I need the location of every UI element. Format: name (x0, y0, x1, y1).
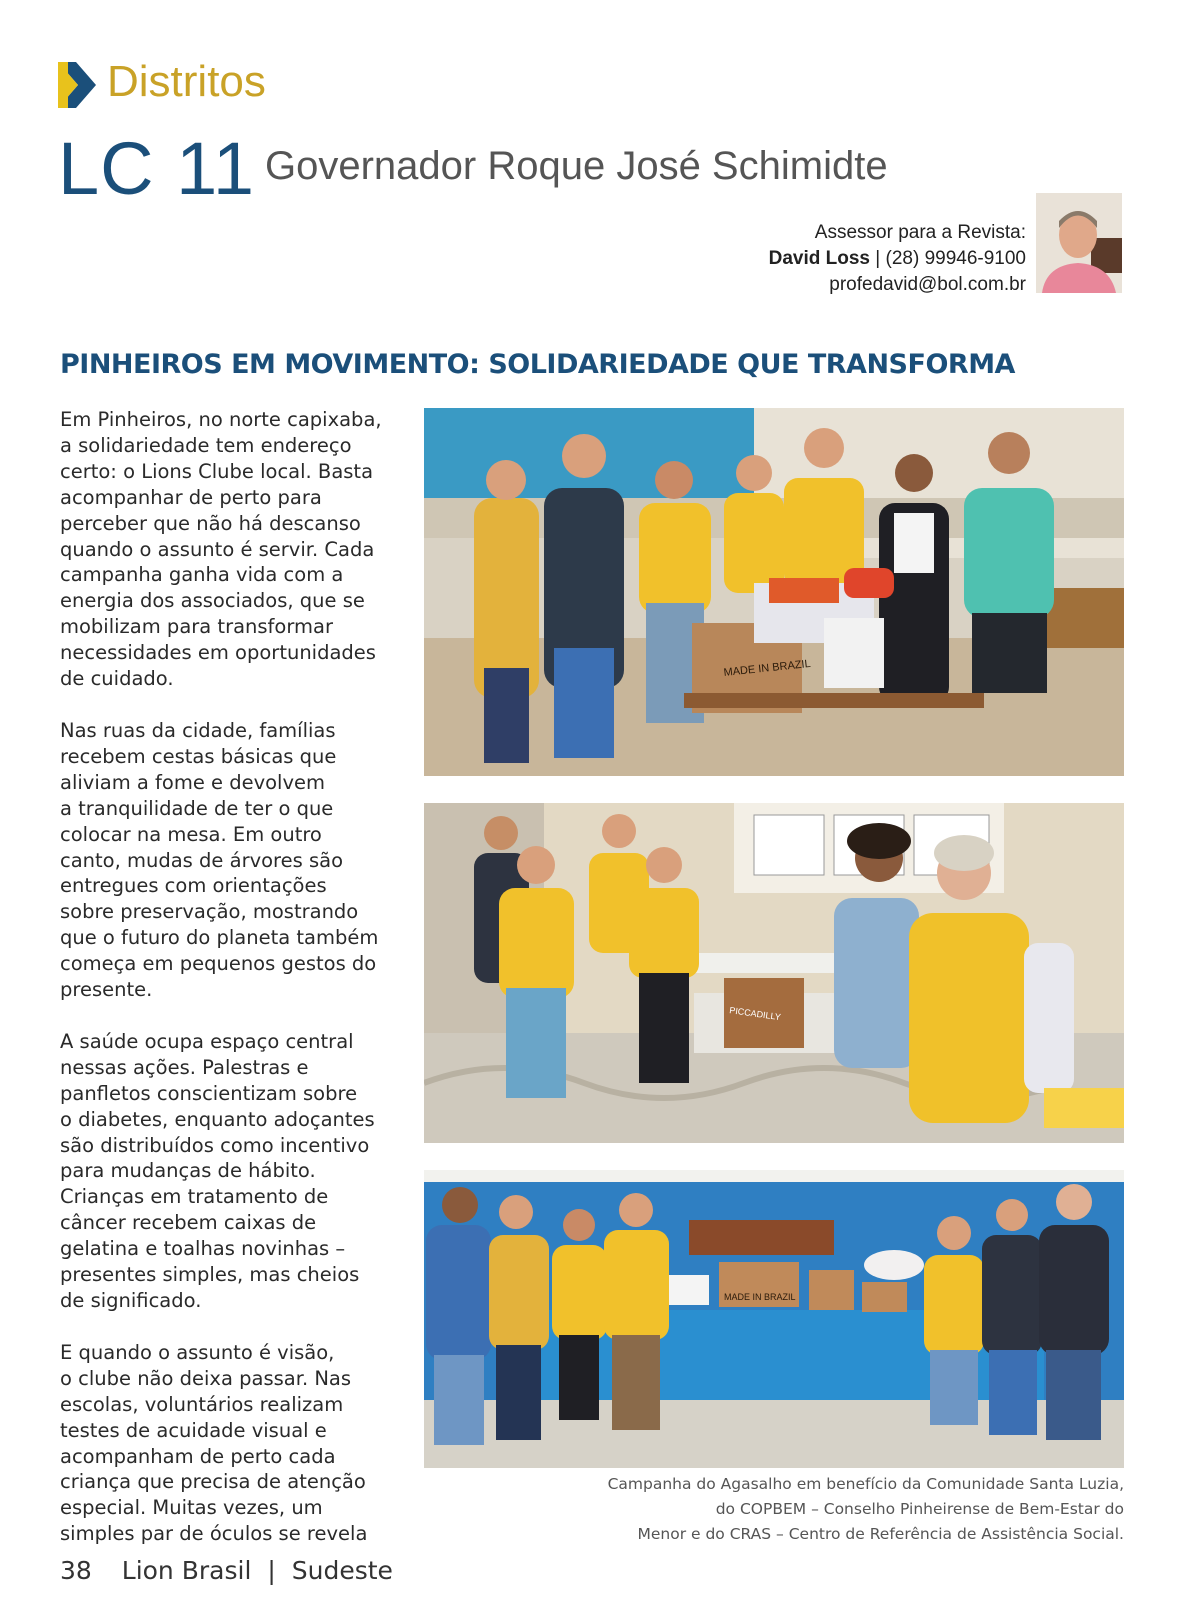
box-label: PICCADILLY (728, 1005, 782, 1023)
governor-name: Governador Roque José Schimidte (265, 144, 888, 188)
district-code: LC 11 (58, 127, 255, 210)
publication-name: Lion Brasil (121, 1556, 252, 1585)
footer-separator: | (267, 1556, 276, 1585)
box-label: MADE IN BRAZIL (723, 657, 812, 679)
assessor-block (769, 220, 1026, 298)
section-chevron-icon (58, 62, 98, 108)
article-paragraph: Nas ruas da cidade, famílias recebem cestas básicas que aliviam a fome e devolvem a tranquilidade de ter o que colocar na mesa. Em outro canto, mudas de árvores são entregues com orientações sobre preservação, mostrando que o futuro do planeta também começa em pequenos gestos do presente. (60, 718, 379, 1002)
article-paragraph: Em Pinheiros, no norte capixaba, a solidariedade tem endereço certo: o Lions Clube local. Basta acompanhar de perto para perceber que não há descanso quando o assunto é servir. Cada campanha ganha vida com a energia dos associados, que se mobilizam para transformar necessidades em oportunidades de cuidado. (60, 408, 382, 691)
assessor-contact-line: David Loss | (28) 99946-9100 (768, 248, 1026, 269)
section-label: Distritos (107, 57, 266, 106)
publication-region: Sudeste (291, 1556, 393, 1585)
article-paragraph: E quando o assunto é visão, o clube não deixa passar. Nas escolas, voluntários realizam testes de acuidade visual e acompanham de perto cada criança que precisa de atenção especial. Muitas vezes, um simples par de óculos se revela (60, 1340, 368, 1546)
photo-donation-group-1 (424, 408, 1124, 776)
photo-donation-group-3 (424, 1170, 1124, 1468)
assessor-phone: (28) 99946-9100 (885, 248, 1026, 269)
caption-line: Campanha do Agasalho em benefício da Comunidade Santa Luzia, (607, 1475, 1124, 1493)
assessor-portrait (1036, 193, 1122, 293)
assessor-email: profedavid@bol.com.br (829, 274, 1026, 295)
assessor-label: Assessor para a Revista: (814, 222, 1026, 243)
article-headline: PINHEIROS EM MOVIMENTO: SOLIDARIEDADE QUE TRANSFORMA (60, 349, 1015, 380)
page-footer (60, 1556, 393, 1585)
photo-donation-group-2 (424, 803, 1124, 1143)
assessor-name: David Loss (768, 248, 870, 269)
article-paragraph: A saúde ocupa espaço central nessas ações. Palestras e panfletos conscientizam sobre o diabetes, enquanto adoçantes são distribuídos como incentivo para mudanças de hábito. Crianças em tratamento de câncer recebem caixas de gelatina e toalhas novinhas – presentes simples, mas cheios de significado. (60, 1029, 375, 1312)
page-number: 38 (60, 1556, 92, 1585)
photo-caption (564, 1472, 1124, 1547)
box-label: MADE IN BRAZIL (724, 1292, 796, 1302)
caption-line: do COPBEM – Conselho Pinheirense de Bem-Estar do (715, 1500, 1124, 1518)
caption-line: Menor e do CRAS – Centro de Referência de Assistência Social. (637, 1525, 1124, 1543)
article-body (60, 407, 405, 1573)
